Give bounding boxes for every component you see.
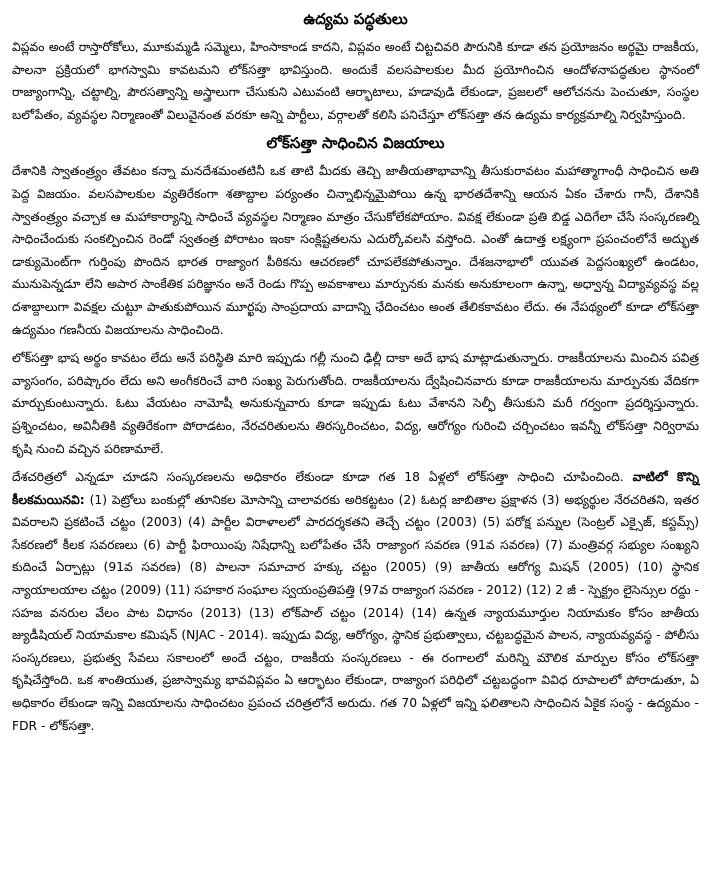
achievements-paragraph-2: లోక్‌సత్తా భాష అర్థం కావటం లేదు అనే పరిస్థితి మారి ఇప్పుడు గల్లీ నుంచి ఢిల్లీ దాకా అదే భాష మాట్లాడుతున్నారు. రాజకీయాలను మించిన పవిత్ర వ్యాసంగం, పరిష్కారం లేదు అని అంగీకరించే వారి సంఖ్య పెరుగుతోంది. రాజకీయాలను ద్వేషించినవారు కూడా రాజకీయాలను మార్పునకు వేదికగా మార్చుకుంటున్నారు. ఓటు వేయటం నామోషీ అనుకున్నవారు కూడా ఇప్పుడు ఓటు వేశానని సెల్ఫీ తీసుకుని మరీ గర్వంగా ప్రదర్శిస్తున్నారు. ప్రశ్నించటం, అవినీతికి వ్యతిరేకంగా పోరాడటం, నేరచరితులను తిరస్కరించటం, విద్య, ఆరోగ్యం గురించి చర్చించటం ఇవన్నీ లోక్‌సత్తా నిర్విరామ కృషి నుంచి వచ్చిన పరిణామాలే.: [12, 351, 699, 456]
achievements-list: (1) పెట్రోలు బంకుల్లో తూనికల మోసాన్ని చాలావరకు అరికట్టటం (2) ఓటర్ల జాబితాల ప్రక్షాళన (3) అభ్యర్థుల నేరచరితని, ఇతర వివరాలని ప్రకటించే చట్టం (2003) (4) పార్టీల విరాళాలలో పారదర్శకతని తెచ్చే చట్టం (2003) (5) పరోక్ష పన్నుల (సెంట్రల్ ఎక్సైజ్, కస్టమ్స్) సేకరణలో కీలక సవరణలు (6) పార్టీ ఫిరాయింపు నిషేధాన్ని బలోపేతం చేసే రాజ్యాంగ సవరణ (91వ సవరణ) (7) మంత్రివర్గ సభ్యుల సంఖ్యని కుదించే ఏర్పాట్లు (91వ సవరణ) (8) పాలనా సమాచార హక్కు చట్టం (2005) (9) జాతీయ ఆరోగ్య మిషన్ (2005) (10) స్థానిక న్యాయాలయాల చట్టం (2009) (11) సహకార సంఘాల స్వయంప్రతిపత్తి (97వ రాజ్యాంగ సవరణ - 2012) (12) 2 జీ - స్పెక్ట్రం లైసెన్సుల రద్దు - సహజ వనరుల వేలం పాట విధానం (2013) (13) లోక్‌పాల్ చట్టం (2014) (14) ఉన్నత న్యాయమూర్తుల నియామకం కోసం జాతీయ జ్యుడీషియల్ నియామకాల కమిషన్ (NJAC - 2014). ఇప్పుడు విద్య, ఆరోగ్యం, స్థానిక ప్రభుత్వాలు, చట్టబద్ధమైన పాలన, న్యాయవ్యవస్థ - పోలీసు సంస్కరణలు, ప్రభుత్వ సేవలు సకాలంలో అందే చట్టం, రాజకీయ సంస్కరణలు - ఈ రంగాలలో మరిన్ని మౌలిక మార్పుల కోసం లోక్‌సత్తా కృషిచేస్తోంది. ఒక శాంతియుత, ప్రజాస్వామ్య భావవిప్లవం ఏ ఆర్భాటం లేకుండా, రాజ్యాంగ పరిధిలో చట్టబద్ధంగా వివిధ రూపాలలో పోరాడుతూ, ఏ అధికారం లేకుండా ఇన్ని విజయాలను సాధించటం ప్రపంచ చరిత్రలోనే అరుదు. గత 70 ఏళ్లలో ఇన్ని ఫలితాలని సాధించిన ఏకైక సంస్థ - ఉద్యమం - FDR - లోక్‌సత్తా.: [12, 492, 699, 733]
achievements-paragraph-3: [12, 466, 699, 737]
methods-paragraph: విప్లవం అంటే రాస్తారోకోలు, మూకుమ్మడి సమ్మెలు, హింసాకాండ కాదని, విప్లవం అంటే చిట్టచివరి పౌరునికి కూడా తన ప్రయోజనం అర్థమై రాజకీయ, పాలనా ప్రక్రియలో భాగస్వామి కావటమని లోక్‌సత్తా భావిస్తుంది. అందుకే వలసపాలకుల మీద ప్రయోగించిన ఆందోళనాపద్ధతుల స్థానంలో రాజ్యాంగాన్ని, చట్టాల్ని, పౌరసత్వాన్ని అస్త్రాలుగా చేసుకుని ఎటువంటి ఆర్భాటాలు, హడావుడి లేకుండా, ప్రజలలో ఆలోచనను పెంచుతూ, సంస్థల బలోపేతం, వ్యవస్థల నిర్మాణంతో విలువైనంత వరకూ అన్ని పార్టీలు, వర్గాలతో కలిసి పనిచేస్తూ లోక్‌సత్తా తన ఉద్యమ కార్యక్రమాల్ని నిర్వహిస్తుంది.: [12, 40, 699, 122]
achievements-paragraph-1: దేశానికి స్వాతంత్ర్యం తేవటం కన్నా మనదేశమంతటినీ ఒక తాటి మీదకు తెచ్చి జాతీయతాభావాన్ని తీసుకురావటం మహాత్మాగాంధీ సాధించిన అతి పెద్ద విజయం. వలసపాలకుల వ్యతిరేకంగా శతాబ్దాల పర్యంతం చిన్నాభిన్నమైపోయి ఉన్న భారతదేశాన్ని ఆయన ఏకం చేశారు గానీ, దేశానికి స్వాతంత్ర్యం వచ్చాక ఆ మహాకార్యాన్ని సాధించే వ్యవస్థల నిర్మాణం మాత్రం చేసుకోలేకపోయాం. వివక్ష లేకుండా ప్రతి బిడ్డ ఎదిగేలా చేసే సంస్కరణల్ని సాధించేందుకు సంకల్పించిన రెండో స్వతంత్ర పోరాటం ఇంకా సంక్లిష్టతలను ఎదుర్కోవలసి వస్తోంది. ఎంతో ఉదాత్త లక్ష్యంగా ప్రపంచంలోనే అద్భుత డాక్యుమెంట్‌గా గుర్తింపు పొందిన భారత రాజ్యాంగ పీఠికను ఆచరణలో చూపలేకపోతున్నాం. దేశజనాభాలో యువత పెద్దసంఖ్యలో ఉండటం, మునుపెన్నడూ లేని అపార సాంకేతిక పరిజ్ఞానం అనే రెండు గొప్ప అవకాశాలు మార్పునకు మనకు అనుకూలంగా ఉన్నా, అధ్వాన్న విద్యావ్యవస్థ వల్ల దశాబ్దాలుగా వివక్షల చుట్టూ పాతుకుపోయిన మూర్ఖపు సాంప్రదాయ వాదాన్ని ఛేదించటం అంత తేలికకావటం లేదు. ఈ నేపథ్యంలో కూడా లోక్‌సత్తా ఉద్యమం గణనీయ విజయాలను సాధించింది.: [12, 164, 699, 337]
key-achievements-label: వాటిలో కొన్ని కీలకమయినవి:: [12, 470, 699, 507]
section-heading-methods: ఉద్యమ పద్ధతులు: [303, 10, 408, 28]
achievements-intro: దేశచరిత్రలో ఎన్నడూ చూడని సంస్కరణలను అధికారం లేకుండా కూడా గత 18 ఏళ్లలో లోక్‌సత్తా సాధించి చూపించింది.: [12, 470, 624, 485]
section-heading-achievements: లోక్‌సత్తా సాధించిన విజయాలు: [266, 134, 445, 153]
